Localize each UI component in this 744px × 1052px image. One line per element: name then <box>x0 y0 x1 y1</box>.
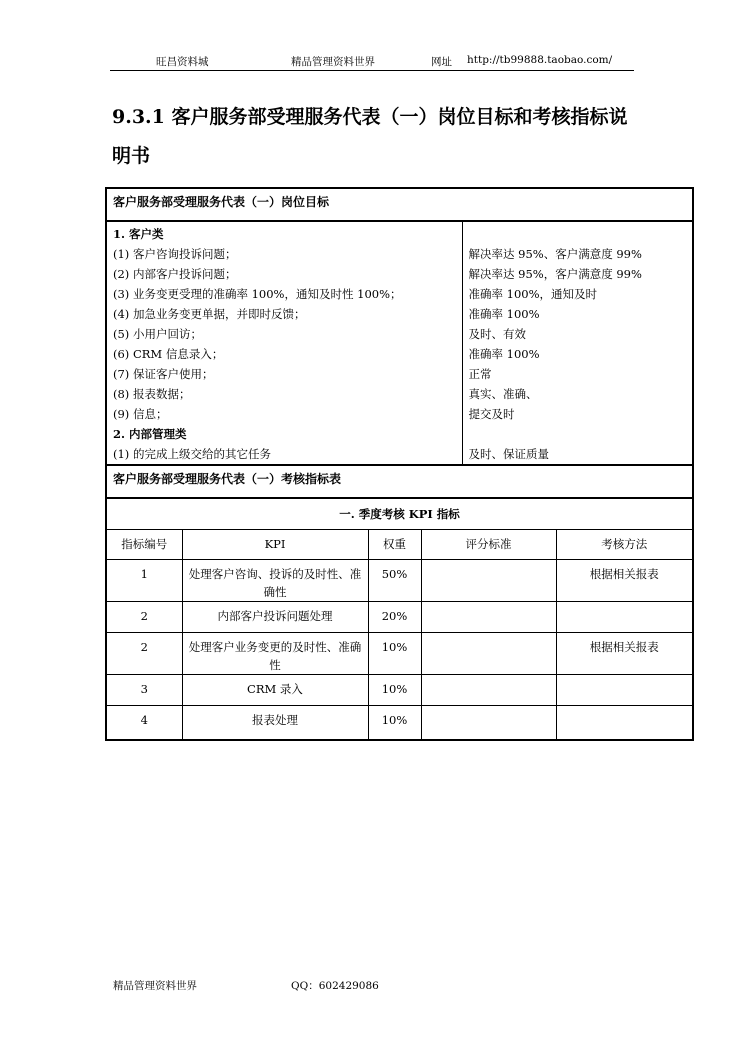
kpi-cell-weight: 50% <box>368 560 421 602</box>
kpi-cell-kpi: 处理客户咨询、投诉的及时性、准确性 <box>182 560 368 602</box>
kpi-cell-kpi: 内部客户投诉问题处理 <box>182 602 368 633</box>
kpi-cell-id: 2 <box>107 633 182 675</box>
kpi-cell-id: 1 <box>107 560 182 602</box>
goal-target: 解决率达 95%，客户满意度 99% <box>468 267 642 281</box>
goal-target: 准确率 100%，通知及时 <box>468 287 598 301</box>
kpi-cell-id: 3 <box>107 675 182 706</box>
page-title: 9.3.1 客户服务部受理服务代表（一）岗位目标和考核指标说明书 <box>112 106 628 167</box>
goal-item: (4) 加急业务变更单据，并即时反馈； <box>113 307 306 321</box>
kpi-row <box>107 633 692 675</box>
footer-brand: 精品管理资料世界 <box>113 980 197 992</box>
kpi-cell-weight: 10% <box>368 633 421 675</box>
kpi-cell-id: 2 <box>107 602 182 633</box>
kpi-subheading: 一. 季度考核 KPI 指标 <box>107 499 692 530</box>
kpi-cell-kpi: 处理客户业务变更的及时性、准确性 <box>182 633 368 675</box>
header-brand: 精品管理资料世界 <box>291 56 375 68</box>
footer-qq: QQ：602429086 <box>291 980 379 992</box>
goal-item: (1) 客户咨询投诉问题； <box>113 247 237 261</box>
goal-target: 提交及时 <box>468 407 515 421</box>
header-site: 旺昌资料城 <box>156 56 209 68</box>
kpi-column-header: 指标编号 <box>107 530 182 560</box>
goal-item: (6) CRM 信息录入； <box>113 347 224 361</box>
kpi-table <box>107 499 692 739</box>
goal-target: 及时、保证质量 <box>468 447 549 461</box>
page-header <box>110 54 634 71</box>
page-footer <box>113 978 379 993</box>
goal-target: 正常 <box>468 367 492 381</box>
kpi-cell-standard <box>421 560 556 602</box>
goal-item: (7) 保证客户使用； <box>113 367 214 381</box>
kpi-cell-method: 根据相关报表 <box>556 560 692 602</box>
kpi-cell-method <box>556 602 692 633</box>
kpi-cell-standard <box>421 706 556 740</box>
kpi-cell-weight: 10% <box>368 706 421 740</box>
kpi-cell-kpi: CRM 录入 <box>182 675 368 706</box>
kpi-row <box>107 675 692 706</box>
goal-item: (3) 业务变更受理的准确率 100%，通知及时性 100%； <box>113 287 402 301</box>
goal-target: 真实、准确、 <box>468 387 538 401</box>
kpi-cell-method <box>556 675 692 706</box>
kpi-row <box>107 602 692 633</box>
kpi-heading: 客户服务部受理服务代表（一）考核指标表 <box>106 465 693 498</box>
goal-target: 准确率 100% <box>468 307 540 321</box>
kpi-column-header: KPI <box>182 530 368 560</box>
kpi-cell-method: 根据相关报表 <box>556 633 692 675</box>
header-url-label: 网址 <box>431 56 452 68</box>
goal-item: 2. 内部管理类 <box>113 427 187 441</box>
goal-target: 解决率达 95%、客户满意度 99% <box>468 247 642 261</box>
kpi-cell-weight: 10% <box>368 675 421 706</box>
goal-item: (1) 的完成上级交给的其它任务 <box>113 447 271 461</box>
kpi-cell-method <box>556 706 692 740</box>
goal-item: (8) 报表数据； <box>113 387 191 401</box>
header-url[interactable]: http://tb99888.taobao.com/ <box>467 54 613 66</box>
goal-item: 1. 客户类 <box>113 227 164 241</box>
document-table <box>105 187 694 741</box>
kpi-cell-kpi: 报表处理 <box>182 706 368 740</box>
goal-target <box>469 424 687 444</box>
kpi-cell-standard <box>421 675 556 706</box>
kpi-column-header: 考核方法 <box>556 530 692 560</box>
goal-target <box>469 224 687 244</box>
goals-heading: 客户服务部受理服务代表（一）岗位目标 <box>106 188 693 221</box>
kpi-row <box>107 560 692 602</box>
kpi-cell-id: 4 <box>107 706 182 740</box>
goal-item: (9) 信息； <box>113 407 168 421</box>
goals-right-column <box>462 221 693 465</box>
goal-target: 及时、有效 <box>468 327 526 341</box>
kpi-cell-weight: 20% <box>368 602 421 633</box>
kpi-cell-standard <box>421 633 556 675</box>
goal-item: (2) 内部客户投诉问题； <box>113 267 237 281</box>
kpi-cell-standard <box>421 602 556 633</box>
kpi-column-header: 评分标准 <box>421 530 556 560</box>
goals-left-column <box>106 221 462 465</box>
kpi-container <box>106 498 693 740</box>
goal-target: 准确率 100% <box>468 347 540 361</box>
kpi-row <box>107 706 692 740</box>
goal-item: (5) 小用户回访； <box>113 327 202 341</box>
kpi-column-header: 权重 <box>368 530 421 560</box>
